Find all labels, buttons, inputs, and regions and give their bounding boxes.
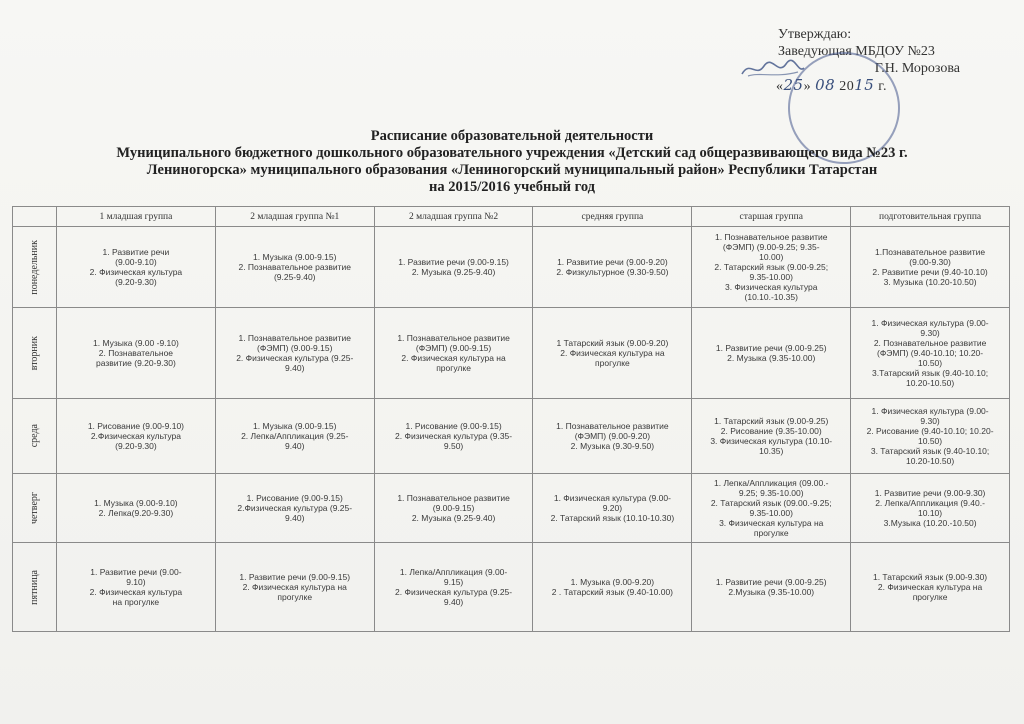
header-group-3: 2 младшая группа №2	[374, 207, 533, 227]
schedule-cell: 1. Музыка (9.00-9.15) 2. Лепка/Аппликация (9.25- 9.40)	[215, 399, 374, 474]
table-row	[13, 308, 1010, 399]
header-group-2: 2 младшая группа №1	[215, 207, 374, 227]
approval-date: «25» 08 2015 г.	[776, 76, 887, 94]
date-year: 15	[854, 76, 875, 94]
schedule-cell: 1. Развитие речи (9.00-9.15) 2. Музыка (9.25-9.40)	[374, 227, 533, 308]
schedule-cell: 1. Музыка (9.00 -9.10) 2. Познавательное развитие (9.20-9.30)	[57, 308, 216, 399]
schedule-cell: 1. Развитие речи (9.00-9.25) 2. Музыка (9.35-10.00)	[692, 308, 851, 399]
date-month: 08	[815, 76, 836, 94]
schedule-cell: 1. Лепка/Аппликация (9.00- 9.15) 2. Физическая культура (9.25- 9.40)	[374, 543, 533, 632]
schedule-cell: 1. Физическая культура (9.00- 9.30) 2. Рисование (9.40-10.10; 10.20- 10.50) 3. Татарский язык (9.40-10.10; 10.20-10.50)	[851, 399, 1010, 474]
approve-label: Утверждаю:	[778, 27, 852, 42]
header-group-6: подготовительная группа	[851, 207, 1010, 227]
day-label: среда	[28, 424, 40, 448]
header-group-1: 1 младшая группа	[57, 207, 216, 227]
schedule-cell: 1. Развитие речи (9.00-9.30) 2. Лепка/Аппликация (9.40.- 10.10) 3.Музыка (10.20.-10.50)	[851, 474, 1010, 543]
schedule-cell: 1. Лепка/Аппликация (09.00.- 9.25; 9.35-10.00) 2. Татарский язык (09.00.-9.25; 9.35-10.00) 3. Физическая культура на прогулке	[692, 474, 851, 543]
table-header-row	[13, 207, 1010, 227]
schedule-cell: 1. Развитие речи (9.00-9.25) 2.Музыка (9.35-10.00)	[692, 543, 851, 632]
schedule-cell: 1. Познавательное развитие (ФЭМП) (9.00-9.15) 2. Физическая культура (9.25- 9.40)	[215, 308, 374, 399]
schedule-cell: 1. Музыка (9.00-9.10) 2. Лепка(9.20-9.30)	[57, 474, 216, 543]
day-label: четверг	[28, 491, 40, 525]
title-line-1: Расписание образовательной деятельности	[370, 128, 654, 144]
title-line-2: Муниципального бюджетного дошкольного образовательного учреждения «Детский сад общеразвивающего вида №23 г.	[116, 145, 908, 161]
title-line-4: на 2015/2016 учебный год	[428, 179, 596, 195]
schedule-cell: 1. Познавательное развитие (9.00-9.15) 2. Музыка (9.25-9.40)	[374, 474, 533, 543]
day-cell	[13, 474, 57, 543]
day-label: пятница	[28, 569, 40, 605]
table-row	[13, 543, 1010, 632]
schedule-cell: 1. Музыка (9.00-9.15) 2. Познавательное развитие (9.25-9.40)	[215, 227, 374, 308]
schedule-cell: 1. Рисование (9.00-9.10) 2.Физическая культура (9.20-9.30)	[57, 399, 216, 474]
day-cell	[13, 308, 57, 399]
schedule-cell: 1. Татарский язык (9.00-9.25) 2. Рисование (9.35-10.00) 3. Физическая культура (10.10- 10.35)	[692, 399, 851, 474]
schedule-cell: 1. Рисование (9.00-9.15) 2.Физическая культура (9.25- 9.40)	[215, 474, 374, 543]
schedule-table	[12, 206, 1010, 632]
schedule-cell: 1 Татарский язык (9.00-9.20) 2. Физическая культура на прогулке	[533, 308, 692, 399]
schedule-cell: 1. Познавательное развитие (ФЭМП) (9.00-9.15) 2. Физическая культура на прогулке	[374, 308, 533, 399]
header-corner	[13, 207, 57, 227]
schedule-cell: 1. Познавательное развитие (ФЭМП) (9.00-9.20) 2. Музыка (9.30-9.50)	[533, 399, 692, 474]
approver-name: Г.Н. Морозова	[874, 61, 960, 76]
header-group-5: старшая группа	[692, 207, 851, 227]
date-day: 25	[783, 76, 804, 94]
schedule-cell: 1. Развитие речи (9.00- 9.10) 2. Физическая культура на прогулке	[57, 543, 216, 632]
day-label: вторник	[28, 335, 40, 371]
day-cell	[13, 227, 57, 308]
schedule-cell: 1. Татарский язык (9.00-9.30) 2. Физическая культура на прогулке	[851, 543, 1010, 632]
schedule-cell: 1. Физическая культура (9.00- 9.20) 2. Татарский язык (10.10-10.30)	[533, 474, 692, 543]
table-row	[13, 399, 1010, 474]
schedule-cell: 1. Познавательное развитие (ФЭМП) (9.00-9.25; 9.35- 10.00) 2. Татарский язык (9.00-9.25; 9.35-10.00) 3. Физическая культура (10.10.-10.35)	[692, 227, 851, 308]
schedule-cell: 1.Познавательное развитие (9.00-9.30) 2. Развитие речи (9.40-10.10) 3. Музыка (10.20-10.50)	[851, 227, 1010, 308]
schedule-cell: 1. Развитие речи (9.00-9.10) 2. Физическая культура (9.20-9.30)	[57, 227, 216, 308]
day-cell	[13, 543, 57, 632]
header-group-4: средняя группа	[533, 207, 692, 227]
schedule-cell: 1. Физическая культура (9.00- 9.30) 2. Познавательное развитие (ФЭМП) (9.40-10.10; 10.20- 10.50) 3.Татарский язык (9.40-10.10; 10.20-10.50)	[851, 308, 1010, 399]
title-line-3: Лениногорска» муниципального образования «Лениногорский муниципальный район» Республики Татарстан	[146, 162, 878, 178]
schedule-cell: 1. Рисование (9.00-9.15) 2. Физическая культура (9.35- 9.50)	[374, 399, 533, 474]
table-row	[13, 227, 1010, 308]
day-cell	[13, 399, 57, 474]
day-label: понедельник	[28, 239, 40, 295]
schedule-cell: 1. Развитие речи (9.00-9.20) 2. Физкультурное (9.30-9.50)	[533, 227, 692, 308]
table-row	[13, 474, 1010, 543]
document-title	[0, 128, 1024, 196]
schedule-cell: 1. Развитие речи (9.00-9.15) 2. Физическая культура на прогулке	[215, 543, 374, 632]
schedule-cell: 1. Музыка (9.00-9.20) 2 . Татарский язык (9.40-10.00)	[533, 543, 692, 632]
approver-position: Заведующая МБДОУ №23	[778, 44, 935, 59]
